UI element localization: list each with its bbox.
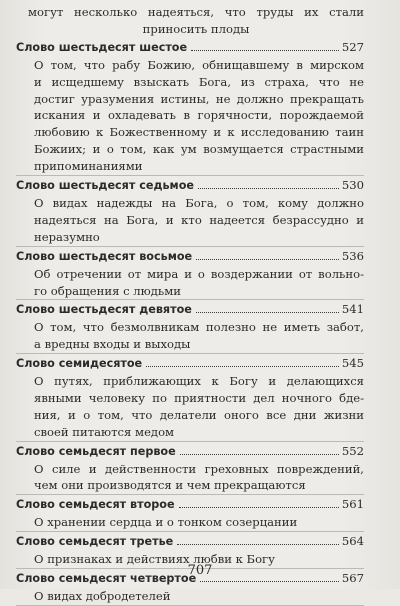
dot-leader	[179, 507, 339, 508]
description-line: О признаках и действиях любви к Богу	[34, 552, 275, 567]
description-line: Божиих; и о том, как ум возмущается страстными	[34, 142, 364, 157]
description-line: а вредны входы и выходы	[34, 337, 191, 352]
dot-leader	[180, 454, 339, 455]
entry-title: Слово семьдесят четвертое	[16, 572, 197, 585]
entry-title: Слово семьдесят первое	[16, 444, 176, 458]
entry-title: Слово семьдесят второе	[16, 498, 175, 512]
description-line: О силе и действенности греховных повреждений,	[34, 461, 364, 476]
description-line: неразумно	[34, 229, 100, 244]
intro-paragraph	[16, 4, 364, 38]
description-line: О видах добродетелей	[34, 588, 171, 603]
toc-entry-heading	[16, 496, 364, 514]
entry-description	[16, 588, 364, 605]
entry-divider	[16, 175, 364, 176]
description-line: любовию к Божественному и к исследованию таин	[34, 125, 364, 140]
entry-page-number: 541	[341, 302, 364, 317]
entry-description	[16, 461, 364, 495]
entry-divider	[16, 494, 364, 495]
description-line: явными человеку по приятности дел ночного бде-	[34, 390, 364, 405]
entry-title: Слово шестьдесят восьмое	[16, 249, 193, 263]
dot-leader	[198, 188, 339, 189]
description-line: надеяться на Бога, и кто надеется безрассудно и	[34, 212, 364, 227]
entry-title: Слово шестьдесят седьмое	[16, 179, 194, 193]
dot-leader	[196, 312, 339, 313]
entry-divider	[16, 441, 364, 442]
entry-description	[16, 319, 364, 353]
description-line: искания и охладевать в горячности, порождаемой	[34, 108, 364, 123]
entry-page-number: 545	[341, 356, 364, 371]
entry-divider	[16, 531, 364, 532]
entry-description	[16, 373, 364, 441]
toc-entry-heading	[16, 355, 364, 373]
entry-page-number: 536	[341, 248, 364, 263]
description-line: припоминаниями	[34, 159, 143, 174]
entry-title: Слово семидесятое	[16, 357, 143, 371]
entry-divider	[16, 246, 364, 247]
description-line: О том, что безмолвникам полезно не иметь забот,	[34, 320, 364, 335]
description-line: О путях, приближающих к Богу и делающихся	[34, 374, 364, 389]
dot-leader	[200, 581, 339, 582]
entry-page-number: 530	[341, 178, 364, 193]
description-line: своей питаются медом	[34, 424, 175, 439]
entry-divider	[16, 299, 364, 300]
description-line: го обращения с людьми	[34, 283, 181, 298]
dot-leader	[146, 366, 339, 367]
entry-description	[16, 266, 364, 300]
entry-description	[16, 514, 364, 531]
entry-page-number: 527	[341, 39, 364, 54]
description-line: чем они производятся и чем прекращаются	[34, 478, 306, 493]
description-line: ния, и о том, что делатели оного все дни жизни	[34, 407, 364, 422]
intro-line: приносить плоды	[142, 21, 250, 36]
toc-entry-heading	[16, 301, 364, 319]
entry-divider	[16, 353, 364, 354]
intro-line: могут несколько надеяться, что труды их стали	[28, 5, 364, 19]
description-line: О хранении сердца и о тонком созерцании	[34, 515, 298, 530]
toc-entry-heading	[16, 248, 364, 266]
table-of-contents	[16, 4, 364, 606]
entry-description	[16, 195, 364, 246]
entry-description	[16, 57, 364, 175]
toc-entry-heading	[16, 177, 364, 195]
description-line: Об отречении от мира и о воздержании от вольно-	[34, 266, 364, 281]
description-line: и исщедшему взыскать Бога, из страха, что не	[34, 74, 364, 89]
entry-title: Слово шестьдесят девятое	[16, 303, 192, 317]
description-line: достиг уразумения истины, не должно прекращать	[34, 91, 364, 106]
toc-entry-heading	[16, 39, 364, 57]
entry-page-number: 561	[341, 497, 364, 512]
toc-entry-heading	[16, 533, 364, 551]
page-number: 707	[187, 563, 213, 578]
dot-leader	[191, 50, 339, 51]
entry-page-number: 552	[341, 443, 364, 458]
dot-leader	[177, 544, 339, 545]
entry-title: Слово семьдесят третье	[16, 535, 174, 549]
description-line: О видах надежды на Бога, о том, кому должно	[34, 195, 364, 210]
entry-page-number: 564	[341, 534, 364, 549]
dot-leader	[196, 259, 339, 260]
description-line: О том, что рабу Божию, обнищавшему в мирском	[34, 57, 364, 72]
entry-page-number: 567	[341, 571, 364, 585]
entry-title: Слово шестьдесят шестое	[16, 40, 188, 54]
toc-entry-heading	[16, 443, 364, 461]
